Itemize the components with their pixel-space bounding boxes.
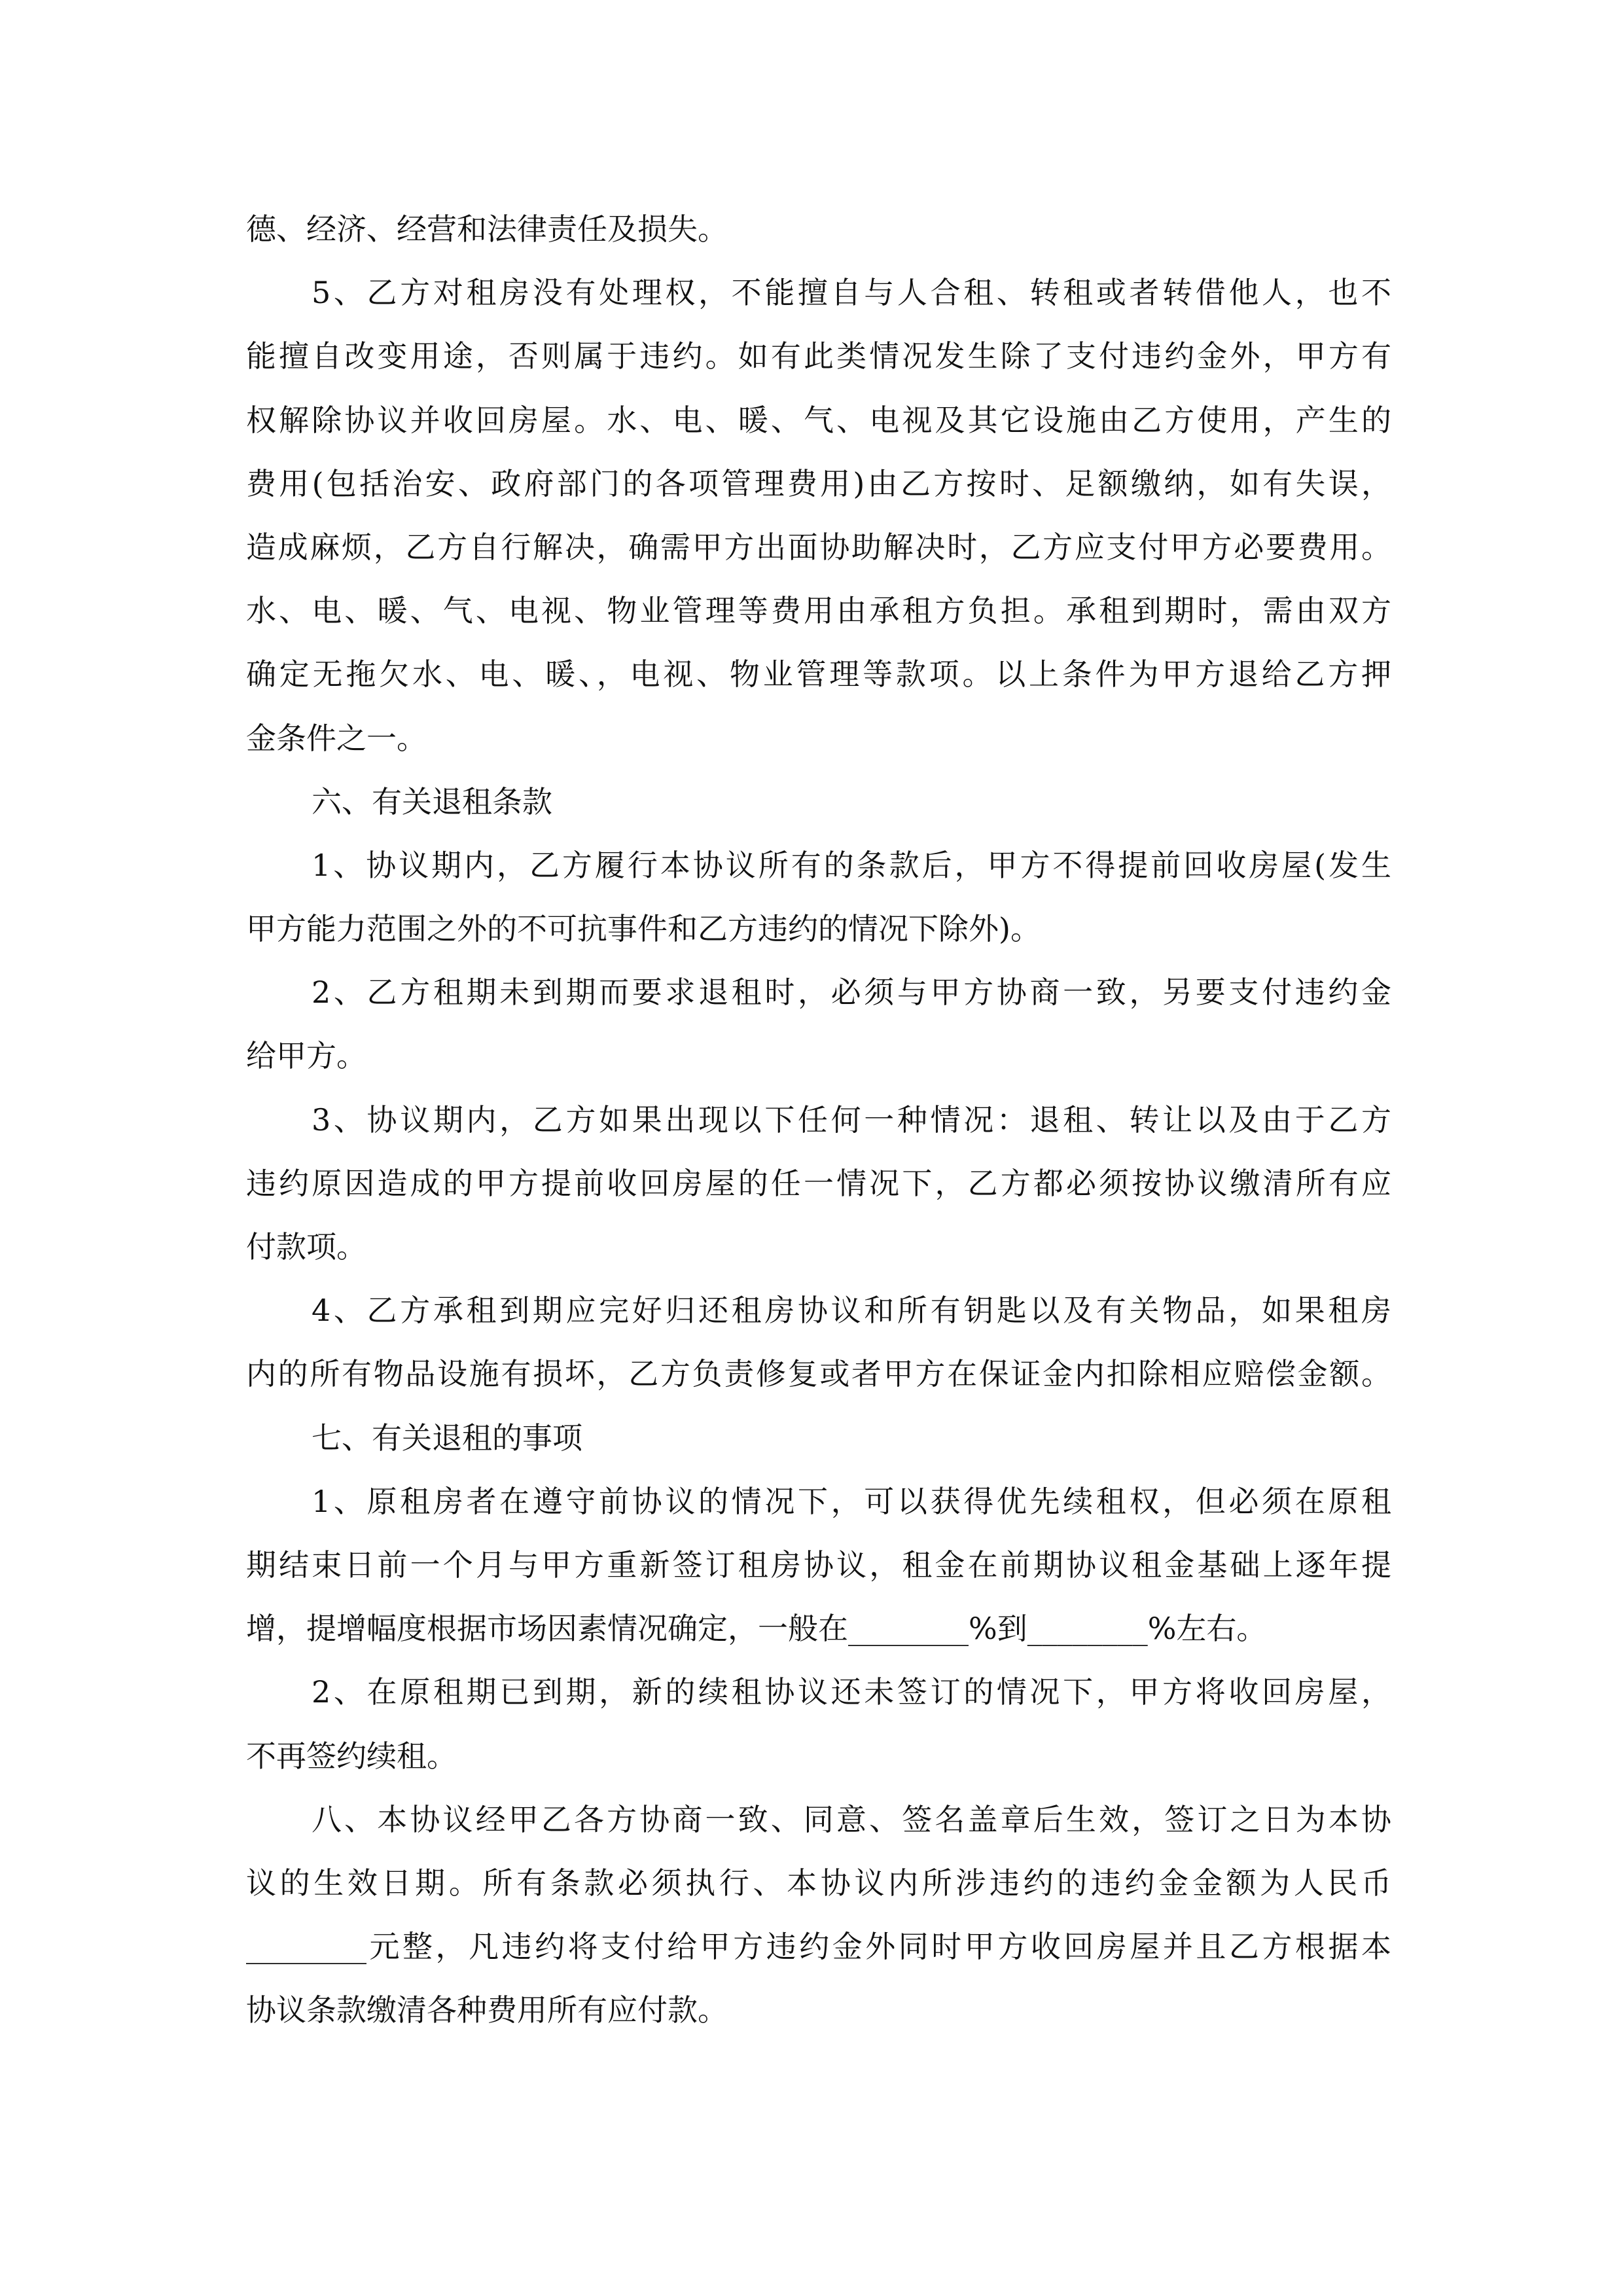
text-line: 造成麻烦，乙方自行解决，确需甲方出面协助解决时，乙方应支付甲方必要费用。 (246, 529, 1391, 565)
clause-5-line: 5、乙方对租房没有处理权，不能擅自与人合租、转租或者转借他人，也不 (312, 275, 1391, 311)
text-line-with-blanks: 增，提增幅度根据市场因素情况确定，一般在________%到________%左右。 (246, 1611, 1267, 1647)
section-8-line: 八、本协议经甲乙各方协商一致、同意、签名盖章后生效，签订之日为本协 (312, 1801, 1391, 1837)
clause-6-4-line: 4、乙方承租到期应完好归还租房协议和所有钥匙以及有关物品，如果租房 (312, 1293, 1391, 1329)
text-line: 付款项。 (246, 1229, 366, 1265)
text-line: 给甲方。 (246, 1038, 366, 1074)
document-page (246, 198, 1391, 2042)
text-line: 议的生效日期。所有条款必须执行、本协议内所涉违约的违约金金额为人民币 (246, 1865, 1391, 1901)
text-line-with-blank: ________元整，凡违约将支付给甲方违约金外同时甲方收回房屋并且乙方根据本 (246, 1929, 1391, 1965)
clause-7-1-line: 1、原租房者在遵守前协议的情况下，可以获得优先续租权，但必须在原租 (312, 1483, 1391, 1519)
text-line: 权解除协议并收回房屋。水、电、暖、气、电视及其它设施由乙方使用，产生的 (246, 402, 1391, 438)
text-line: 水、电、暖、气、电视、物业管理等费用由承租方负担。承租到期时，需由双方 (246, 593, 1391, 629)
text-line: 金条件之一。 (246, 720, 427, 756)
clause-7-2-line: 2、在原租期已到期，新的续租协议还未签订的情况下，甲方将收回房屋， (312, 1674, 1391, 1710)
clause-6-1-line: 1、协议期内，乙方履行本协议所有的条款后，甲方不得提前回收房屋(发生 (312, 847, 1391, 883)
text-line: 甲方能力范围之外的不可抗事件和乙方违约的情况下除外)。 (246, 911, 1041, 947)
text-line: 费用(包括治安、政府部门的各项管理费用)由乙方按时、足额缴纳，如有失误， (246, 465, 1391, 501)
text-line: 能擅自改变用途，否则属于违约。如有此类情况发生除了支付违约金外，甲方有 (246, 338, 1391, 374)
text-line: 协议条款缴清各种费用所有应付款。 (246, 1992, 728, 2028)
section-heading-7: 七、有关退租的事项 (312, 1420, 582, 1456)
section-heading-6: 六、有关退租条款 (312, 783, 552, 819)
text-line: 德、经济、经营和法律责任及损失。 (246, 211, 728, 247)
text-line: 违约原因造成的甲方提前收回房屋的任一情况下，乙方都必须按协议缴清所有应 (246, 1165, 1391, 1201)
text-line: 内的所有物品设施有损坏，乙方负责修复或者甲方在保证金内扣除相应赔偿金额。 (246, 1356, 1391, 1392)
text-line: 不再签约续租。 (246, 1738, 457, 1774)
clause-6-2-line: 2、乙方租期未到期而要求退租时，必须与甲方协商一致，另要支付违约金 (312, 975, 1391, 1011)
text-line: 期结束日前一个月与甲方重新签订租房协议，租金在前期协议租金基础上逐年提 (246, 1547, 1391, 1583)
clause-6-3-line: 3、协议期内，乙方如果出现以下任何一种情况：退租、转让以及由于乙方 (312, 1102, 1391, 1138)
text-line: 确定无拖欠水、电、暖、，电视、物业管理等款项。以上条件为甲方退给乙方押 (246, 656, 1391, 692)
